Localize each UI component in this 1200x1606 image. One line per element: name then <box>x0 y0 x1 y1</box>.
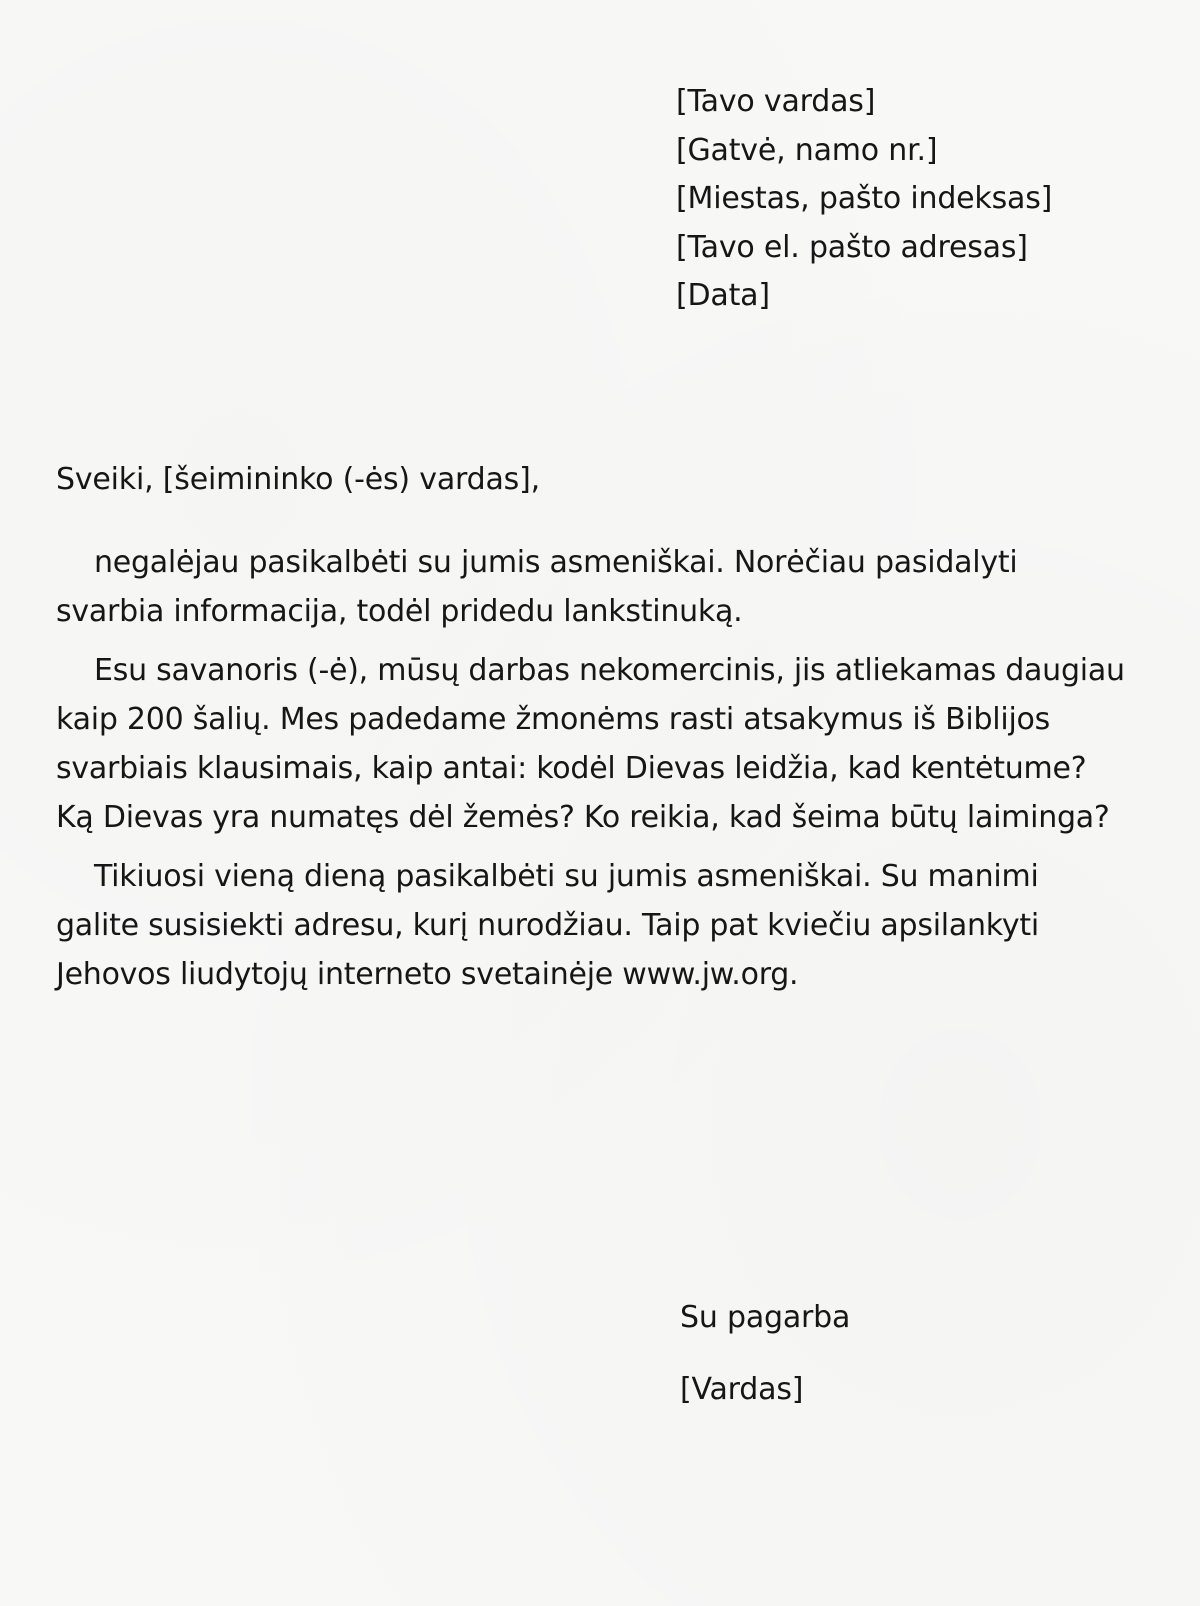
body-paragraph: Tikiuosi vieną dieną pasikalbėti su jumis asmeniškai. Su manimi galite susisiekti adresu, kurį nurodžiau. Taip pat kviečiu apsilankyti Jehovos liudytojų interneto svetainėje www.jw.org. <box>56 859 1039 992</box>
letter-body <box>56 538 1126 1009</box>
sender-address-block <box>676 78 1052 321</box>
sender-email: [Tavo el. pašto adresas] <box>676 229 1028 265</box>
closing: Su pagarba <box>680 1300 851 1335</box>
sender-city: [Miestas, pašto indeksas] <box>676 181 1053 216</box>
body-paragraph: Esu savanoris (-ė), mūsų darbas nekomercinis, jis atliekamas daugiau kaip 200 šalių. Mes padedame žmonėms rasti atsakymus iš Biblijos svarbiais klausimais, kaip antai: kodėl Dievas leidžia, kad kentėtume? Ką Dievas yra numatęs dėl žemės? Ko reikia, kad šeima būtų laiminga? <box>56 653 1125 835</box>
body-paragraph: negalėjau pasikalbėti su jumis asmeniškai. Norėčiau pasidalyti svarbia informacija, todėl pridedu lankstinuką. <box>56 545 1018 629</box>
sender-name: [Tavo vardas] <box>676 84 876 119</box>
letter-date: [Data] <box>676 278 770 313</box>
sender-street: [Gatvė, namo nr.] <box>676 132 938 168</box>
greeting: Sveiki, [šeimininko (-ės) vardas], <box>56 462 540 497</box>
signature: [Vardas] <box>680 1372 804 1407</box>
